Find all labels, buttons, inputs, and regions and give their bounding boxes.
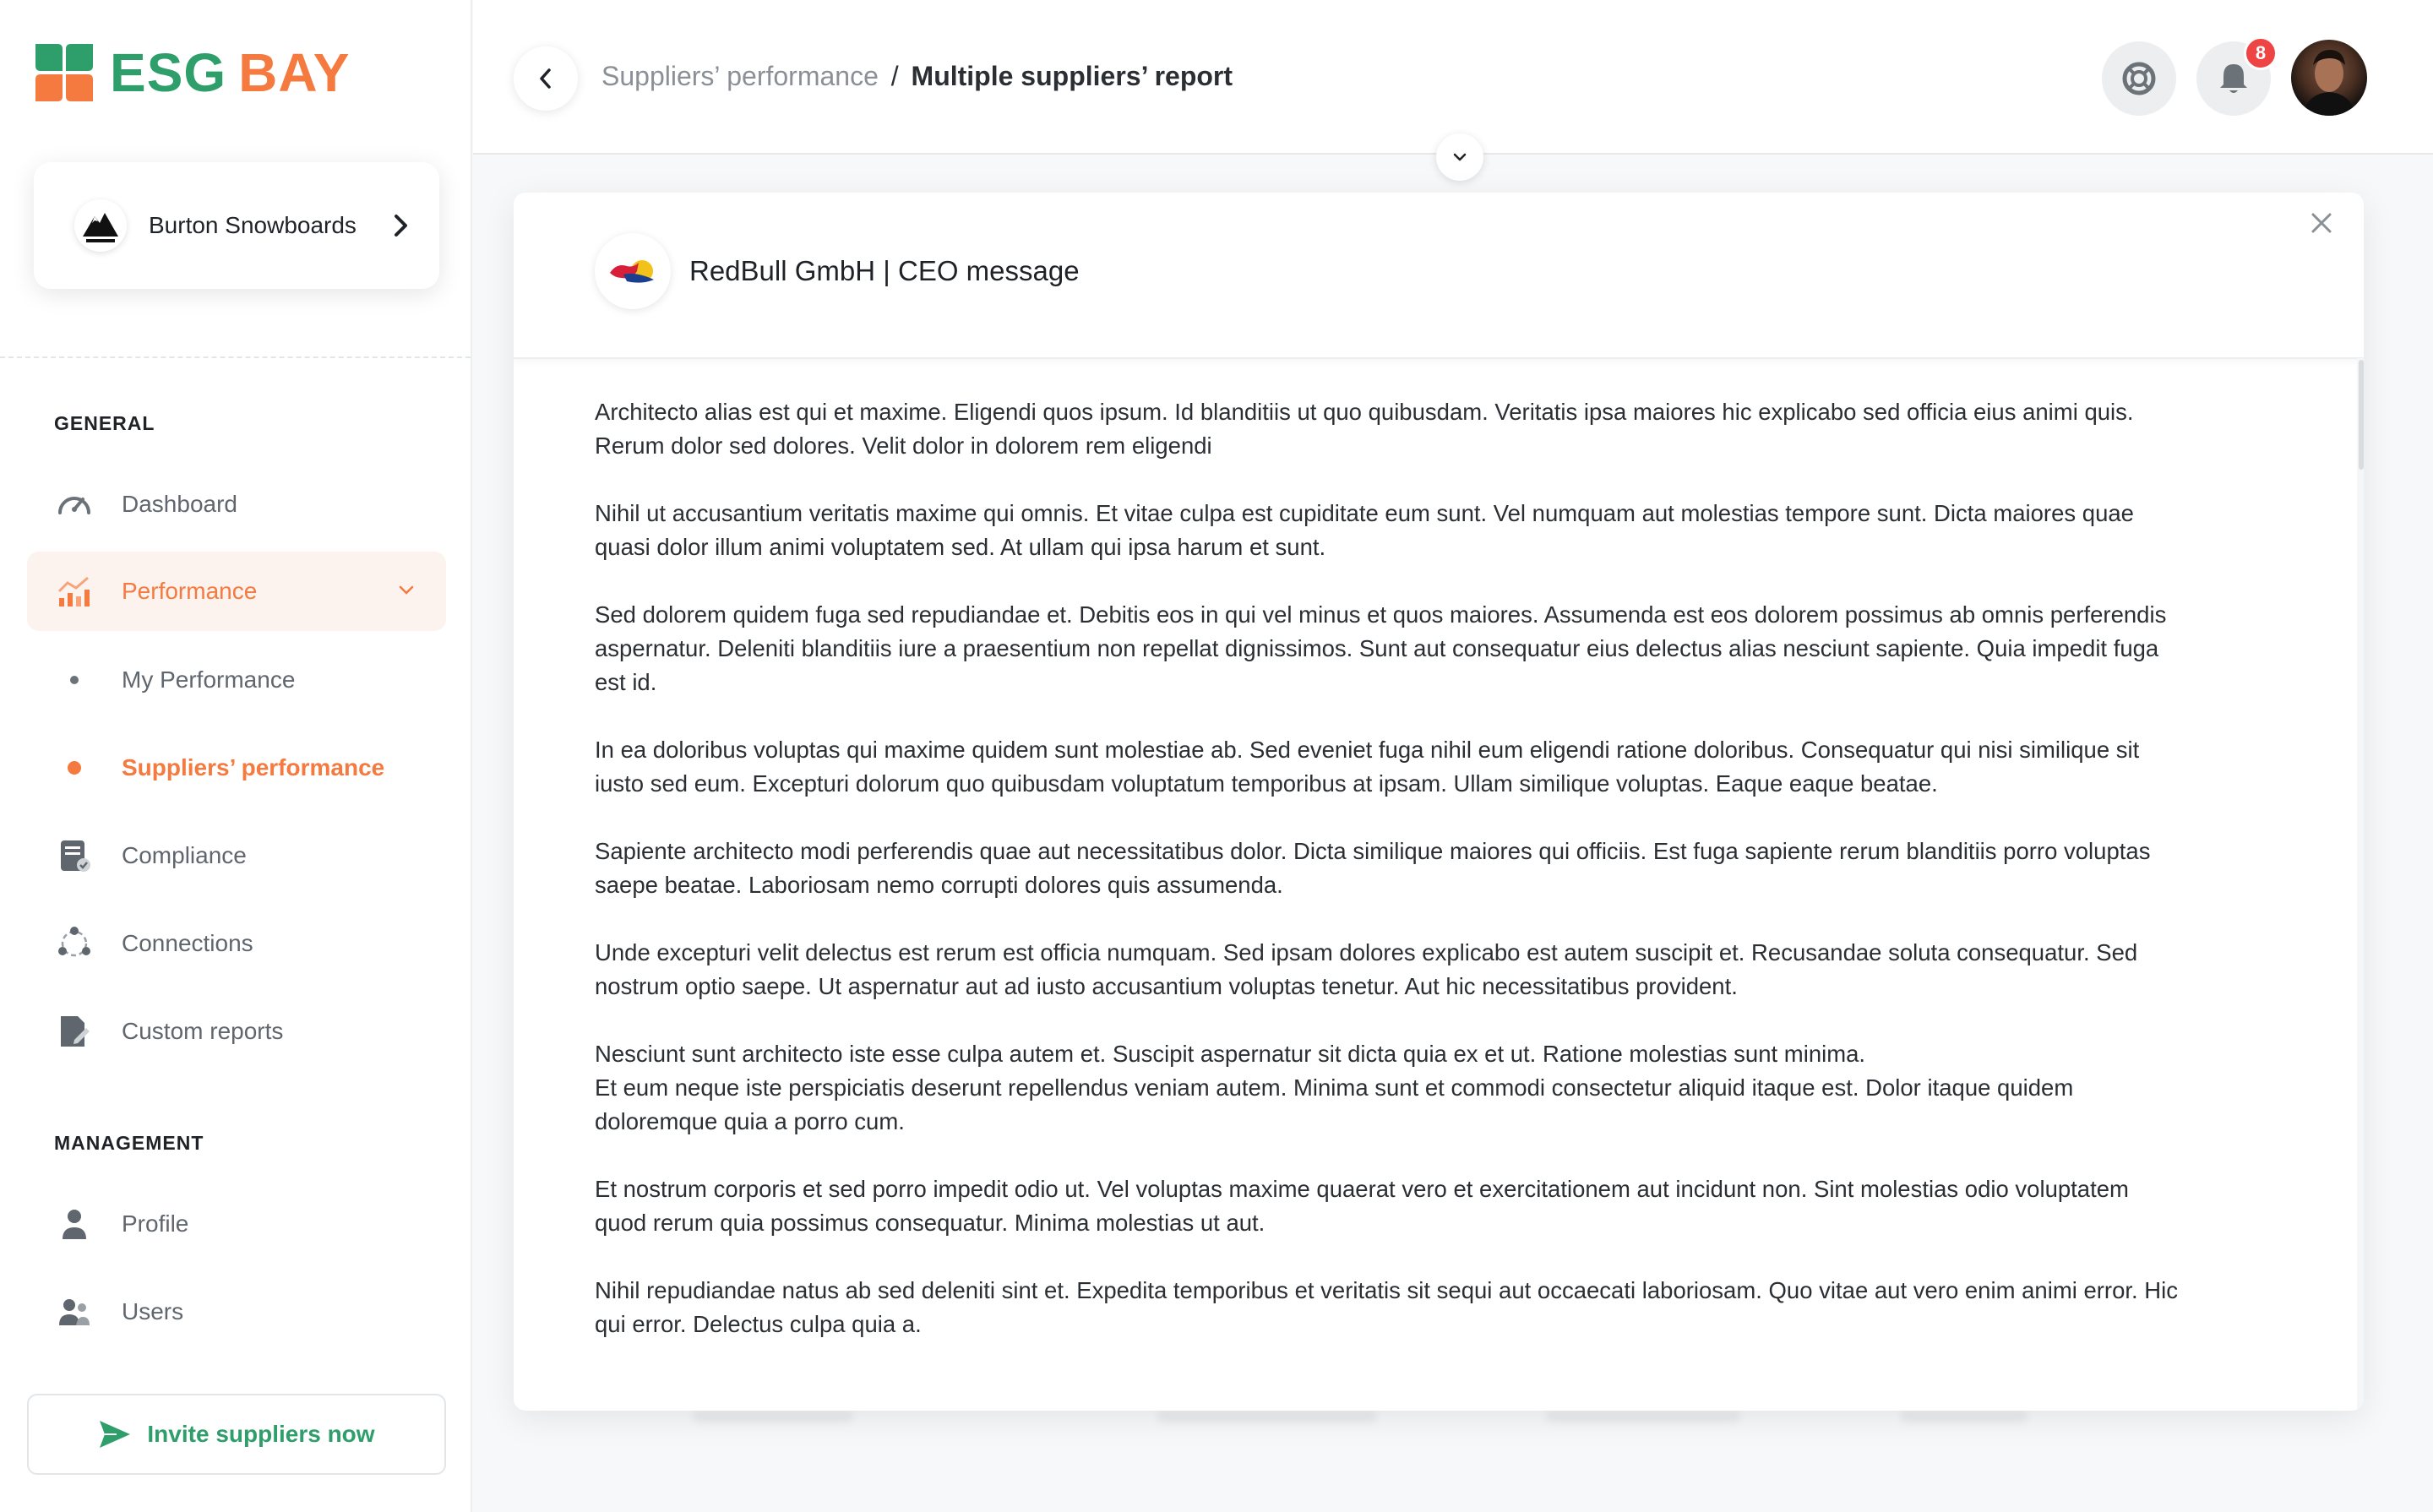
user-avatar[interactable] <box>2291 40 2367 116</box>
breadcrumb-current: Multiple suppliers’ report <box>911 61 1233 91</box>
brand-name-part2: BAY <box>238 42 351 103</box>
notification-count-badge: 8 <box>2244 36 2278 70</box>
send-icon <box>98 1419 132 1449</box>
users-icon <box>54 1292 95 1332</box>
sidebar-divider <box>0 356 471 358</box>
sidebar-item-label: Profile <box>122 1210 189 1237</box>
sidebar-item-label: Compliance <box>122 842 247 868</box>
brand-logo[interactable] <box>34 42 350 103</box>
sidebar-item-label: Suppliers’ performance <box>122 754 385 780</box>
sidebar-item-performance[interactable] <box>27 552 446 631</box>
bar-chart-icon <box>54 571 95 612</box>
message-paragraph: Sapiente architecto modi perferendis quae aut necessitatibus dolor. Dicta similique maiores qui officiis. Est fuga sapiente rerum blanditiis porro voluptas saepe beatae. Laboriosam nemo corrupti dolores quis assumenda. <box>595 838 2151 898</box>
sidebar-item-label: Connections <box>122 930 253 956</box>
sidebar-item-connections[interactable] <box>27 904 446 983</box>
company-logo <box>74 199 127 252</box>
esgbay-logo-icon <box>34 42 95 103</box>
sidebar-item-label: Users <box>122 1298 184 1324</box>
brand-name-part1: ESG <box>110 42 227 103</box>
message-paragraph: Nesciunt sunt architecto iste esse culpa autem et. Suscipit aspernatur sit dicta quia ex et ut. Ratione molestias sunt minima. Et eum neque iste perspiciatis deserunt repellendus veniam autem. Minima sunt et commodi consectetur aliquid itaque est. Dolor itaque quidem doloremque quia a porro cum. <box>595 1041 2074 1134</box>
message-paragraph: Unde excepturi velit delectus est rerum est officia numquam. Sed ipsam dolores explicabo est autem suscipit et. Recusandae soluta consequatur. Sed nostrum optio saepe. Ut aspernatur aut ad iusto accusantium voluptas tenetur. Aut hic necessitatibus provident. <box>595 939 2138 999</box>
message-paragraph: Nihil ut accusantium veritatis maxime qui omnis. Et vitae culpa est cupiditate eum sunt. Vel numquam aut molestias tempore sunt. Dicta maiores quae quasi dolor illum animi voluptatem sed. At ullam qui ipsa harum et sunt. <box>595 500 2134 560</box>
breadcrumb-link-suppliers-performance[interactable]: Suppliers’ performance <box>601 61 879 91</box>
user-icon <box>54 1204 95 1244</box>
chevron-left-icon <box>535 66 557 91</box>
message-paragraph: In ea doloribus voluptas qui maxime quidem sunt molestiae ab. Sed eveniet fuga nihil eum eligendi ratione doloribus. Consequatur qui nisi similique sit iusto sed eum. Excepturi dolorum quo quibusdam voluptatum temporibus at ipsam. Ullam similique voluptas. Eaque eaque beatae. <box>595 737 2140 797</box>
checklist-icon <box>54 835 95 876</box>
background-content <box>693 1411 853 1422</box>
sidebar-item-label: Dashboard <box>122 491 237 517</box>
modal-body <box>595 395 2280 1375</box>
report-edit-icon <box>54 1011 95 1052</box>
ceo-message-modal <box>514 193 2364 1411</box>
sidebar-item-custom-reports[interactable] <box>27 992 446 1071</box>
modal-scrollbar-thumb[interactable] <box>2359 360 2364 470</box>
background-content <box>1546 1411 1740 1422</box>
breadcrumb-separator: / <box>890 61 899 91</box>
close-button[interactable] <box>2305 206 2338 240</box>
sidebar-item-users[interactable] <box>27 1272 446 1352</box>
bell-icon <box>2217 61 2251 96</box>
company-switcher[interactable] <box>34 162 439 289</box>
chevron-right-icon <box>390 212 411 239</box>
sidebar-item-label: My Performance <box>122 666 296 693</box>
invite-suppliers-label: Invite suppliers now <box>147 1421 375 1447</box>
back-button[interactable] <box>514 46 578 111</box>
breadcrumb <box>601 61 1233 92</box>
section-title-general: GENERAL <box>54 412 155 434</box>
sidebar-item-my-performance[interactable] <box>27 640 446 720</box>
gauge-icon <box>54 484 95 525</box>
section-title-management: MANAGEMENT <box>54 1132 204 1154</box>
message-paragraph: Architecto alias est qui et maxime. Eligendi quos ipsum. Id blanditiis ut quo quibusdam. Veritatis ipsa maiores hic explicabo sed officia eius animi quis. Rerum dolor sed dolores. Velit dolor in dolorem rem eligendi <box>595 399 2134 459</box>
network-icon <box>54 923 95 964</box>
support-button[interactable] <box>2102 41 2176 116</box>
sidebar-item-compliance[interactable] <box>27 816 446 895</box>
message-paragraph: Et nostrum corporis et sed porro impedit odio ut. Vel voluptas maxime quaerat vero et exercitationem aut incidunt non. Sint molestias odio voluptatem quod rerum quia possimus consequatur. Minima molestias ut aut. <box>595 1176 2129 1236</box>
sidebar-item-profile[interactable] <box>27 1184 446 1264</box>
message-paragraph: Nihil repudiandae natus ab sed deleniti sint et. Expedita temporibus et veritatis sit sequi aut occaecati laboriosam. Quo vitae aut vero enim animi error. Hic qui error. Delectus culpa quia a. <box>595 1277 2179 1337</box>
sidebar-item-label: Performance <box>122 578 258 604</box>
company-name: Burton Snowboards <box>149 212 357 238</box>
message-paragraph: Sed dolorem quidem fuga sed repudiandae et. Debitis eos in qui vel minus et quos maiores. Assumenda est eos dolorem possimus ab omnis perferendis aspernatur. Deleniti blanditiis iure a praesentium non repellat dignissimos. Sunt aut consequatur eius delectus alias nesciunt sapiente. Quia impedit fuga est id. <box>595 601 2167 695</box>
mountain-icon <box>79 204 122 247</box>
background-content <box>1901 1411 2028 1422</box>
modal-scrollbar-track[interactable] <box>2357 358 2364 1411</box>
user-photo-icon <box>2291 40 2367 116</box>
supplier-logo <box>595 233 671 309</box>
background-content <box>1157 1411 1377 1422</box>
chevron-down-icon <box>394 577 419 602</box>
modal-title: RedBull GmbH | CEO message <box>689 255 1080 286</box>
chevron-down-icon <box>1450 147 1470 167</box>
bullet-icon <box>70 676 79 684</box>
sidebar-item-dashboard[interactable] <box>27 465 446 544</box>
lifebuoy-icon <box>2120 60 2158 97</box>
modal-header <box>514 193 2364 359</box>
close-icon <box>2310 211 2333 235</box>
brand-name <box>110 42 351 103</box>
bullet-active-icon <box>68 761 81 775</box>
invite-suppliers-button[interactable] <box>27 1394 446 1475</box>
sidebar-item-suppliers-performance[interactable] <box>27 728 446 808</box>
sidebar <box>0 0 472 1512</box>
bull-logo-icon <box>605 254 661 288</box>
notifications-button[interactable] <box>2196 41 2271 116</box>
top-header <box>473 0 2433 155</box>
sidebar-item-label: Custom reports <box>122 1018 284 1044</box>
collapse-header-button[interactable] <box>1436 133 1483 181</box>
